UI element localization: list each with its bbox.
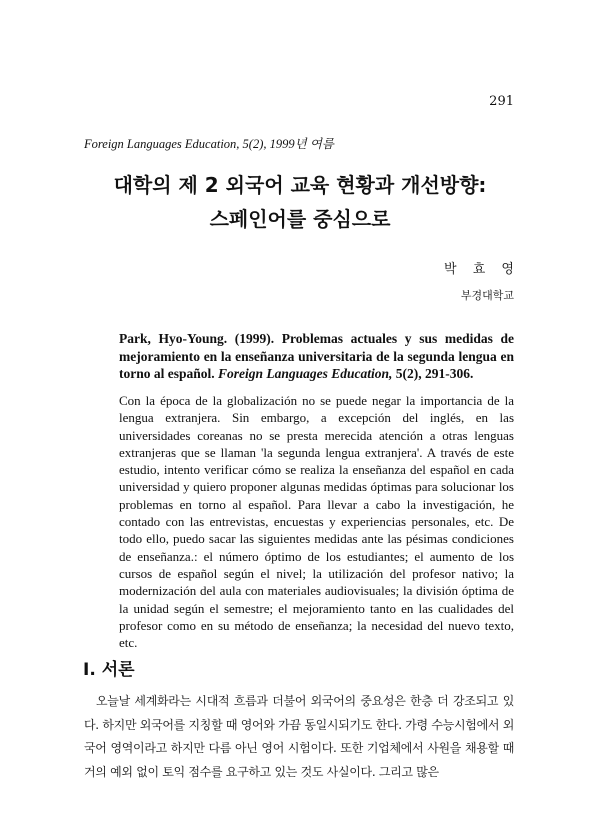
author-block [444,258,520,303]
section-heading: I. 서론 [83,660,135,680]
citation [119,330,514,383]
title-line-1: 대학의 제 2 외국어 교육 현황과 개선방향: [113,173,487,197]
author-name: 박 효 영 [444,262,520,277]
paper-title [80,168,520,236]
author-affiliation: 부경대학교 [460,289,514,302]
page-number: 291 [489,94,514,109]
abstract: Con la época de la globalización no se puede negar la importancia de la lengua extranjera. Sin embargo, a excepción del inglés, en las universidades coreanas no se presta merecida atención a otras lenguas extranjeras que se llaman 'la segunda lengua extranjera'. A través de este estudio, intento verificar cómo se realiza la enseñanza del español en cada universidad y quiero proponer algunas medidas óptimas para solucionar los problemas en torno al español. Para llevar a cabo la investigación, he contado con las entrevistas, encuestas y experiencias personales, etc. De todo ello, puedo sacar las siguientes medidas ante las pésimas condiciones de enseñanza.: el número óptimo de los estudiantes; el aumento de los cursos de español según el nivel; la utilización del profesor nativo; la modernización del aula con materiales audiovisuales; la división óptima de la unidad según el semestre; el mejoramiento tanto en las cualidades del profesor como en su método de enseñanza; la necesidad del nuevo texto, etc. [119,393,514,651]
title-line-2: 스페인어를 중심으로 [209,207,391,231]
journal-line: Foreign Languages Education, 5(2), 1999년 여름 [84,137,334,151]
body-paragraph: 오늘날 세계화라는 시대적 흐름과 더불어 외국어의 중요성은 한층 더 강조되고 있다. 하지만 외국어를 지칭할 때 영어와 가끔 동일시되기도 한다. 가령 수능시험에서 외국어 영역이라고 하지만 다름 아닌 영어 시험이다. 또한 기업체에서 사원을 채용할 때 거의 예외 없이 토익 점수를 요구하고 있는 것도 사실이다. 그리고 많은 [84,694,514,779]
citation-text: Park, Hyo-Young. (1999). Problemas actuales y sus medidas de mejoramiento en la enseñanza universitaria de la segunda lengua en torno al español. [119,331,514,381]
citation-journal: Foreign Languages Education, [218,366,393,381]
citation-volume: 5(2), 291-306. [395,366,474,381]
